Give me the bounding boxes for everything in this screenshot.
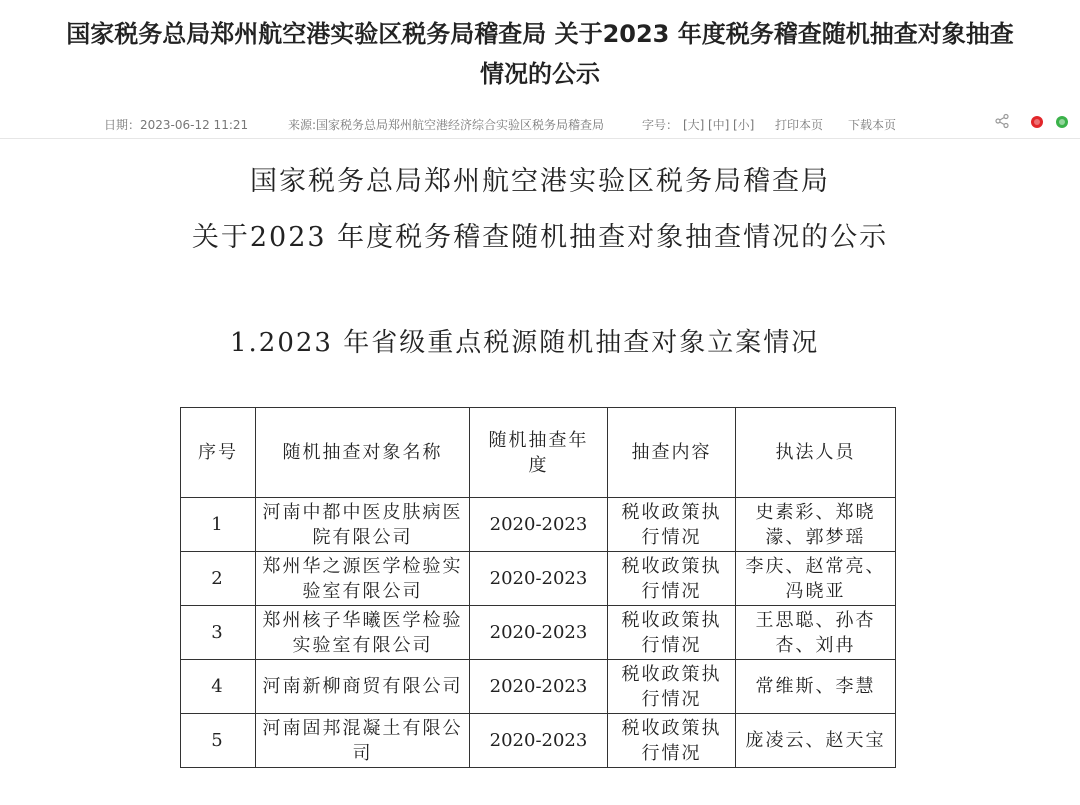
header-content: 抽查内容 <box>608 408 736 498</box>
page-title-line-1: 国家税务总局郑州航空港实验区税务局稽查局 关于2023 年度税务稽查随机抽查对象抽查 <box>66 20 1014 48</box>
header-officers: 执法人员 <box>736 408 896 498</box>
font-size-large-button[interactable]: [大] <box>683 118 705 132</box>
header-year: 随机抽查年度 <box>470 408 608 498</box>
row-object-name: 河南中都中医皮肤病医院有限公司 <box>256 498 470 552</box>
row-officers: 常维斯、李慧 <box>736 660 896 714</box>
row-content: 税收政策执行情况 <box>608 660 736 714</box>
font-size-label: 字号： <box>642 118 679 132</box>
article-source: 来源:国家税务总局郑州航空港经济综合实验区税务局稽查局 <box>288 118 605 132</box>
table-row <box>181 660 896 714</box>
row-content: 税收政策执行情况 <box>608 552 736 606</box>
table-header-row <box>181 408 896 498</box>
row-object-name: 郑州华之源医学检验实验室有限公司 <box>256 552 470 606</box>
print-page-link[interactable]: 打印本页 <box>775 118 824 132</box>
row-content: 税收政策执行情况 <box>608 606 736 660</box>
row-officers: 庞凌云、赵天宝 <box>736 714 896 768</box>
font-size-medium-button[interactable]: [中] <box>708 118 730 132</box>
document-title-line-1: 国家税务总局郑州航空港实验区税务局稽查局 <box>250 166 830 197</box>
share-icon[interactable] <box>994 113 1010 129</box>
row-year: 2020-2023 <box>470 606 608 660</box>
row-officers: 史素彩、郑晓濛、郭梦瑶 <box>736 498 896 552</box>
document-title-line-2: 关于2023 年度税务稽查随机抽查对象抽查情况的公示 <box>191 222 889 253</box>
wechat-icon[interactable] <box>1056 116 1068 128</box>
article-meta-bar <box>0 108 1080 139</box>
row-year: 2020-2023 <box>470 552 608 606</box>
inspection-table <box>180 407 896 768</box>
row-content: 税收政策执行情况 <box>608 714 736 768</box>
weibo-icon[interactable] <box>1031 116 1043 128</box>
header-seq: 序号 <box>181 408 256 498</box>
table-row <box>181 606 896 660</box>
row-year: 2020-2023 <box>470 660 608 714</box>
row-seq: 2 <box>181 552 256 606</box>
row-object-name: 河南新柳商贸有限公司 <box>256 660 470 714</box>
page-title-line-2: 情况的公示 <box>480 60 600 88</box>
row-object-name: 河南固邦混凝土有限公司 <box>256 714 470 768</box>
page-title <box>0 14 1080 94</box>
font-size-small-button[interactable]: [小] <box>733 118 755 132</box>
row-object-name: 郑州核子华曦医学检验实验室有限公司 <box>256 606 470 660</box>
header-object-name: 随机抽查对象名称 <box>256 408 470 498</box>
row-seq: 4 <box>181 660 256 714</box>
row-seq: 1 <box>181 498 256 552</box>
table-row <box>181 714 896 768</box>
publish-date: 日期：2023-06-12 11:21 <box>104 118 249 132</box>
row-officers: 李庆、赵常亮、冯晓亚 <box>736 552 896 606</box>
row-seq: 3 <box>181 606 256 660</box>
row-seq: 5 <box>181 714 256 768</box>
download-page-link[interactable]: 下载本页 <box>848 118 897 132</box>
row-content: 税收政策执行情况 <box>608 498 736 552</box>
section-heading: 1.2023 年省级重点税源随机抽查对象立案情况 <box>230 328 820 358</box>
table-row <box>181 552 896 606</box>
table-row <box>181 498 896 552</box>
row-officers: 王思聪、孙杏杏、刘冉 <box>736 606 896 660</box>
row-year: 2020-2023 <box>470 714 608 768</box>
row-year: 2020-2023 <box>470 498 608 552</box>
